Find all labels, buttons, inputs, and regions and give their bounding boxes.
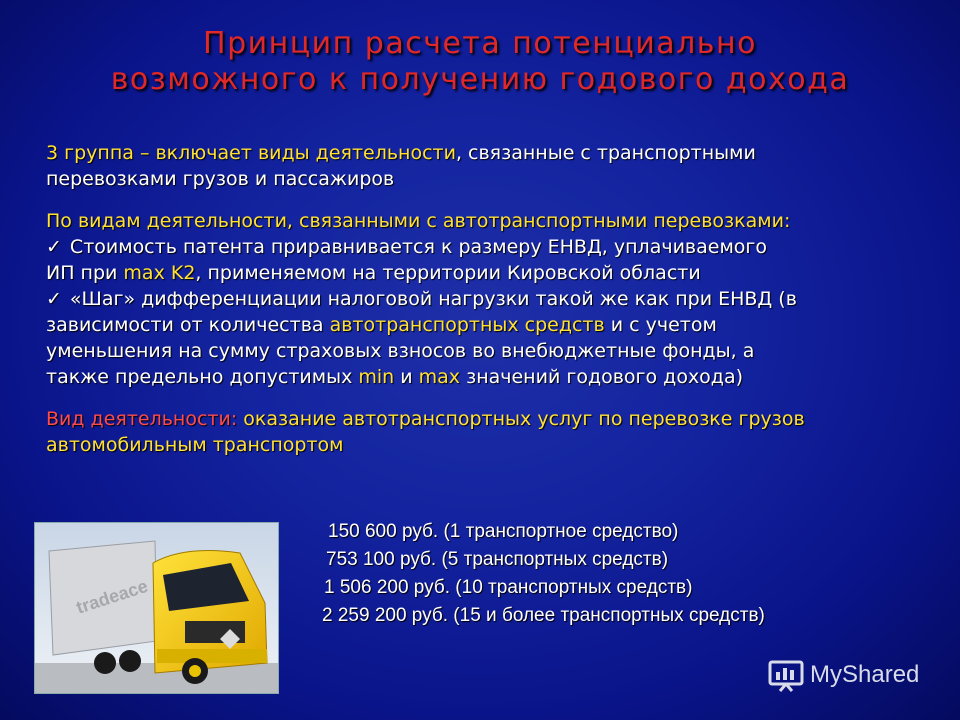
- group-highlight: 3 группа – включает виды деятельности: [46, 142, 456, 164]
- title-line-2: возможного к получению годового дохода: [110, 62, 850, 97]
- max-k2-highlight: max K2: [123, 262, 196, 284]
- slide-body: [46, 140, 946, 458]
- activity-type-value: оказание автотранспортных услуг по перевозке грузов: [243, 408, 805, 430]
- vehicles-highlight: автотранспортных средств: [329, 314, 605, 336]
- bullet-2-line-3: уменьшения на сумму страховых взносов во внебюджетные фонды, а: [46, 340, 755, 362]
- bullet-2-text: «Шаг» дифференциации налоговой нагрузки такой же как при ЕНВД (в: [69, 288, 797, 310]
- trailer-logo-text: tradeace: [73, 575, 151, 618]
- min-highlight: min: [358, 366, 395, 388]
- activity-type-label: Вид деятельности:: [46, 408, 238, 430]
- bullet-2-text-a: зависимости от количества: [46, 314, 330, 336]
- max-highlight: max: [418, 366, 461, 388]
- group-line-1: [46, 140, 946, 166]
- presentation-icon: [768, 658, 804, 692]
- price-item-1: 150 600 руб. (1 транспортное средство): [328, 521, 679, 542]
- watermark-text: MyShared: [810, 661, 920, 688]
- bullet-2-line-4: [46, 364, 946, 390]
- bullet-2-line-2: [46, 312, 946, 338]
- bullet-2-text-4c: и: [394, 366, 419, 388]
- bullet-1-text-c: , применяемом на территории Кировской области: [195, 262, 701, 284]
- bullet-2-line-1: [46, 286, 946, 312]
- activity-type-line-1: [46, 406, 946, 432]
- checkmark-icon: ✓: [46, 288, 62, 310]
- checkmark-icon: ✓: [46, 236, 62, 258]
- activities-heading: По видам деятельности, связанными с автотранспортными перевозками:: [46, 210, 791, 232]
- price-item-4: 2 259 200 руб. (15 и более транспортных средств): [322, 605, 765, 626]
- slide-title: [0, 26, 960, 98]
- truck-image: [34, 522, 279, 694]
- group-rest: , связанные с транспортными: [455, 142, 756, 164]
- price-item-3: 1 506 200 руб. (10 транспортных средств): [324, 577, 693, 598]
- group-line-2: перевозками грузов и пассажиров: [46, 168, 395, 190]
- bullet-2-text-4e: значений годового дохода): [460, 366, 744, 388]
- bullet-1-text: Стоимость патента приравнивается к размеру ЕНВД, уплачиваемого: [69, 236, 768, 258]
- bullet-2-text-4a: также предельно допустимых: [46, 366, 359, 388]
- bullet-2-text-c: и с учетом: [604, 314, 717, 336]
- bullet-1-text-a: ИП при: [46, 262, 124, 284]
- activity-type-line-2: автомобильным транспортом: [46, 434, 344, 456]
- price-list: [322, 518, 765, 630]
- bullet-1-line-1: [46, 234, 946, 260]
- price-item-2: 753 100 руб. (5 транспортных средств): [326, 549, 669, 570]
- myshared-watermark: [768, 655, 919, 695]
- title-line-1: Принцип расчета потенциально: [203, 26, 757, 61]
- bullet-1-line-2: [46, 260, 946, 286]
